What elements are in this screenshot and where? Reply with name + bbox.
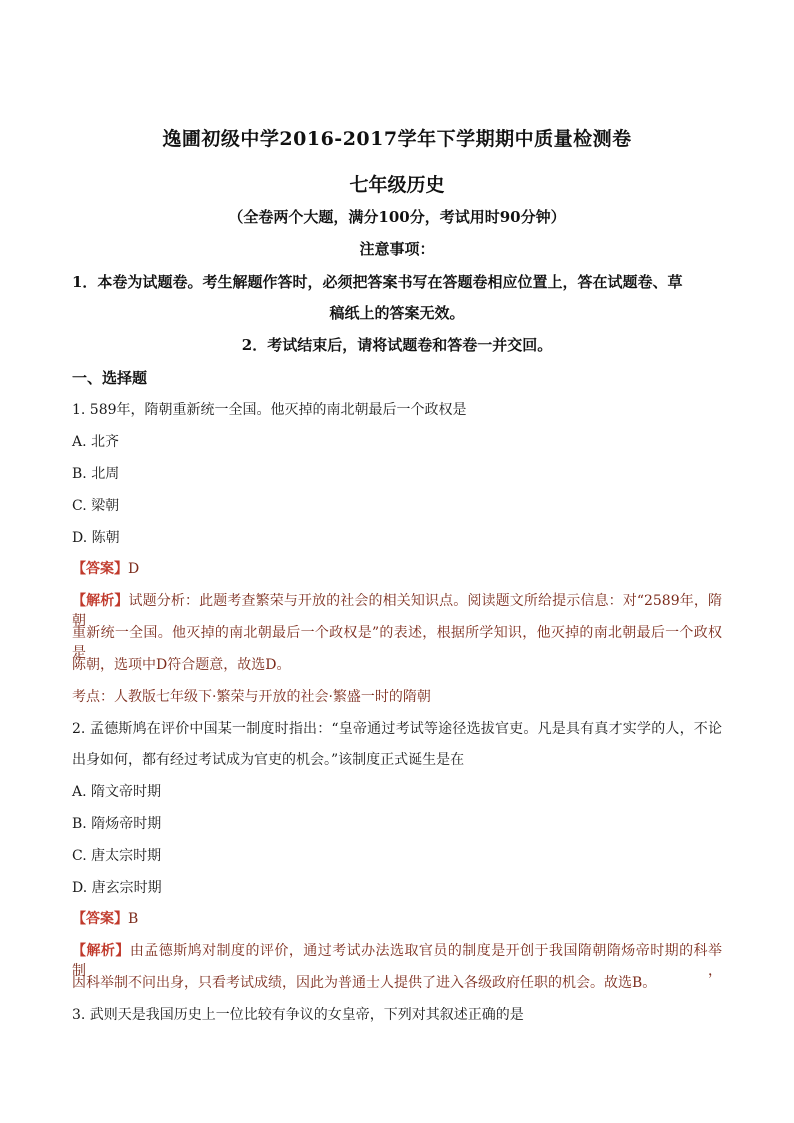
q1-option-c: C. 梁朝 xyxy=(72,498,120,514)
q1-analysis-line-3: 陈朝，选项中D符合题意，故选D。 xyxy=(72,657,291,673)
answer-tag: 【答案】 xyxy=(72,911,128,927)
answer-tag: 【答案】 xyxy=(72,561,128,577)
q2-analysis-line-2: 因科举制不问出身，只看考试成绩，因此为普通士人提供了进入各级政府任职的机会。故选B。 xyxy=(72,975,657,991)
q1-option-a: A. 北齐 xyxy=(72,434,120,450)
analysis-text: 由孟德斯鸠对制度的评价，通过考试办法选取官员的制度是开创于我国隋朝隋炀帝时期的科举制， xyxy=(72,943,723,979)
exam-info: （全卷两个大题，满分100分，考试用时90分钟） xyxy=(228,208,566,226)
q1-kaodian: 考点：人教版七年级下·繁荣与开放的社会·繁盛一时的隋朝 xyxy=(72,689,431,705)
q1-analysis-line-2: 重新统一全国。他灭掉的南北朝最后一个政权是”的表述，根据所学知识，他灭掉的南北朝最后一个政权是 xyxy=(72,625,722,661)
answer-value: B xyxy=(128,911,139,927)
q2-stem-line-2: 出身如何，都有经过考试成为官吏的机会。”该制度正式诞生是在 xyxy=(72,752,465,768)
q3-stem: 3. 武则天是我国历史上一位比较有争议的女皇帝，下列对其叙述正确的是 xyxy=(72,1007,524,1023)
q2-answer xyxy=(72,908,138,928)
exam-title: 逸圃初级中学2016-2017学年下学期期中质量检测卷 xyxy=(162,128,632,150)
q1-answer xyxy=(72,558,139,578)
q2-option-c: C. 唐太宗时期 xyxy=(72,848,162,864)
section-heading: 一、选择题 xyxy=(72,369,148,387)
analysis-tag: 【解析】 xyxy=(72,943,130,959)
q2-option-b: B. 隋炀帝时期 xyxy=(72,816,162,832)
analysis-tag: 【解析】 xyxy=(72,593,129,609)
q2-option-d: D. 唐玄宗时期 xyxy=(72,880,162,896)
answer-value: D xyxy=(128,561,140,577)
q1-option-b: B. 北周 xyxy=(72,466,120,482)
notice-heading: 注意事项： xyxy=(359,240,435,258)
notice-2: 2．考试结束后，请将试题卷和答卷一并交回。 xyxy=(241,336,553,354)
q1-option-d: D. 陈朝 xyxy=(72,530,120,546)
q2-stem-line-1: 2. 孟德斯鸠在评价中国某一制度时指出：“皇帝通过考试等途径选拔官吏。凡是具有真才实学的人，不论 xyxy=(72,721,722,737)
analysis-text: 试题分析：此题考查繁荣与开放的社会的相关知识点。阅读题文所给提示信息：对“2589年，隋朝 xyxy=(72,593,722,629)
exam-subject: 七年级历史 xyxy=(349,174,445,196)
q1-stem: 1. 589年，隋朝重新统一全国。他灭掉的南北朝最后一个政权是 xyxy=(72,402,467,418)
q2-option-a: A. 隋文帝时期 xyxy=(72,784,162,800)
notice-1-line-1: 1．本卷为试题卷。考生解题作答时，必须把答案书写在答题卷相应位置上，答在试题卷、草 xyxy=(72,273,683,291)
notice-1-line-2: 稿纸上的答案无效。 xyxy=(329,304,465,322)
